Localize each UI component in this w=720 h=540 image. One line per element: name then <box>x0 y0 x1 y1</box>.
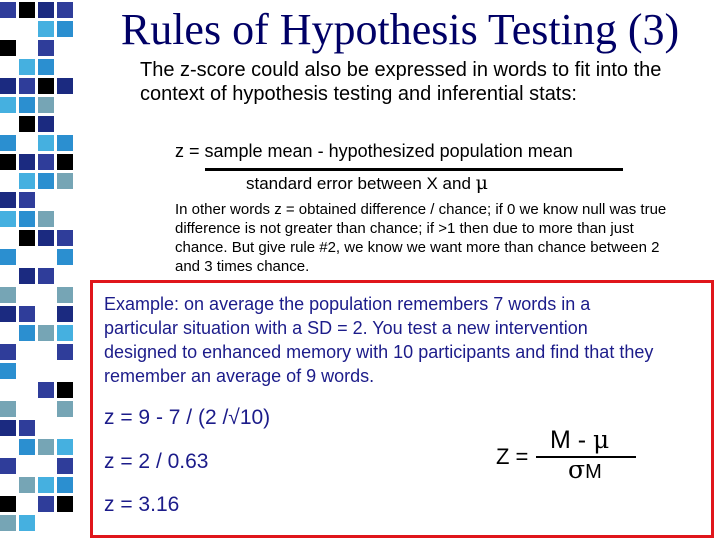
calculation-step: z = 2 / 0.63 <box>104 450 209 473</box>
decorative-square <box>0 249 16 265</box>
decorative-square <box>38 21 54 37</box>
intro-text: The z-score could also be expressed in words to fit into the context of hypothesis testing and inferential stats: <box>140 59 662 105</box>
formula-z-label: Z = <box>496 444 529 469</box>
decorative-square <box>38 78 54 94</box>
decorative-square <box>57 439 73 455</box>
decorative-square <box>19 306 35 322</box>
sigma-subscript: M <box>585 461 602 483</box>
formula-numerator <box>550 425 609 455</box>
decorative-square <box>38 2 54 18</box>
slide-title: Rules of Hypothesis Testing (3) <box>120 5 680 54</box>
decorative-square <box>19 477 35 493</box>
sigma-symbol: σ <box>568 455 586 484</box>
decorative-square <box>0 192 16 208</box>
decorative-square <box>57 401 73 417</box>
decorative-square <box>19 2 35 18</box>
decorative-square <box>0 154 16 170</box>
decorative-square <box>38 97 54 113</box>
decorative-square <box>19 439 35 455</box>
decorative-square <box>19 97 35 113</box>
formula-m: M - <box>550 426 594 454</box>
decorative-square <box>38 211 54 227</box>
decorative-square <box>57 344 73 360</box>
decorative-square <box>0 287 16 303</box>
decorative-square <box>0 2 16 18</box>
decorative-square <box>19 173 35 189</box>
decorative-square <box>57 458 73 474</box>
decorative-square <box>0 496 16 512</box>
decorative-square <box>57 287 73 303</box>
decorative-square <box>19 325 35 341</box>
decorative-square <box>19 268 35 284</box>
example-line-3: designed to enhanced memory with 10 participants and find that they <box>104 342 654 362</box>
decorative-square <box>0 97 16 113</box>
decorative-square <box>57 496 73 512</box>
decorative-square <box>19 420 35 436</box>
decorative-square <box>57 325 73 341</box>
decorative-square <box>0 211 16 227</box>
decorative-square <box>38 40 54 56</box>
decorative-square <box>0 515 16 531</box>
decorative-square <box>57 306 73 322</box>
decorative-square <box>0 363 16 379</box>
decorative-square <box>0 458 16 474</box>
mu-symbol: μ <box>593 425 610 454</box>
explanation-text: In other words z = obtained difference / chance; if 0 we know null was true difference is not greater than chance; if >1 then due to more than just chance. But give rule #2, we know we want more than chance between 2 and 3 times chance. <box>175 201 667 275</box>
decorative-square <box>38 439 54 455</box>
example-line-4: remember an average of 9 words. <box>104 366 375 386</box>
decorative-square <box>57 477 73 493</box>
decorative-square <box>38 325 54 341</box>
z-words-numerator: z = sample mean - hypothesized population mean <box>175 141 573 161</box>
decorative-square <box>38 59 54 75</box>
example-line-2: particular situation with a SD = 2. You test a new intervention <box>104 318 588 338</box>
decorative-square <box>38 477 54 493</box>
decorative-square <box>0 344 16 360</box>
decorative-square <box>0 420 16 436</box>
decorative-square <box>0 40 16 56</box>
decorative-square-strip <box>0 0 72 540</box>
decorative-square <box>19 59 35 75</box>
decorative-square <box>38 496 54 512</box>
decorative-square <box>57 173 73 189</box>
decorative-square <box>0 306 16 322</box>
decorative-square <box>19 230 35 246</box>
decorative-square <box>57 78 73 94</box>
z-words-denominator <box>246 172 488 194</box>
fraction-bar <box>205 168 623 171</box>
decorative-square <box>19 211 35 227</box>
decorative-square <box>38 173 54 189</box>
decorative-square <box>38 230 54 246</box>
denominator-text: standard error between X and <box>246 174 476 193</box>
calculation-step: z = 9 - 7 / (2 /√10) <box>104 406 271 429</box>
decorative-square <box>57 230 73 246</box>
decorative-square <box>57 2 73 18</box>
decorative-square <box>19 192 35 208</box>
decorative-square <box>0 135 16 151</box>
decorative-square <box>0 401 16 417</box>
decorative-square <box>57 21 73 37</box>
example-text <box>104 292 716 388</box>
formula-denominator <box>568 455 602 485</box>
decorative-square <box>19 154 35 170</box>
decorative-square <box>38 116 54 132</box>
decorative-square <box>38 135 54 151</box>
decorative-square <box>19 515 35 531</box>
decorative-square <box>38 154 54 170</box>
decorative-square <box>0 78 16 94</box>
mu-symbol: μ <box>475 172 489 194</box>
decorative-square <box>38 268 54 284</box>
decorative-square <box>57 382 73 398</box>
decorative-square <box>57 135 73 151</box>
calculation-result: z = 3.16 <box>104 493 180 516</box>
example-line-1: Example: on average the population remembers 7 words in a <box>104 294 591 314</box>
decorative-square <box>38 382 54 398</box>
decorative-square <box>19 116 35 132</box>
decorative-square <box>57 154 73 170</box>
decorative-square <box>57 249 73 265</box>
decorative-square <box>19 78 35 94</box>
